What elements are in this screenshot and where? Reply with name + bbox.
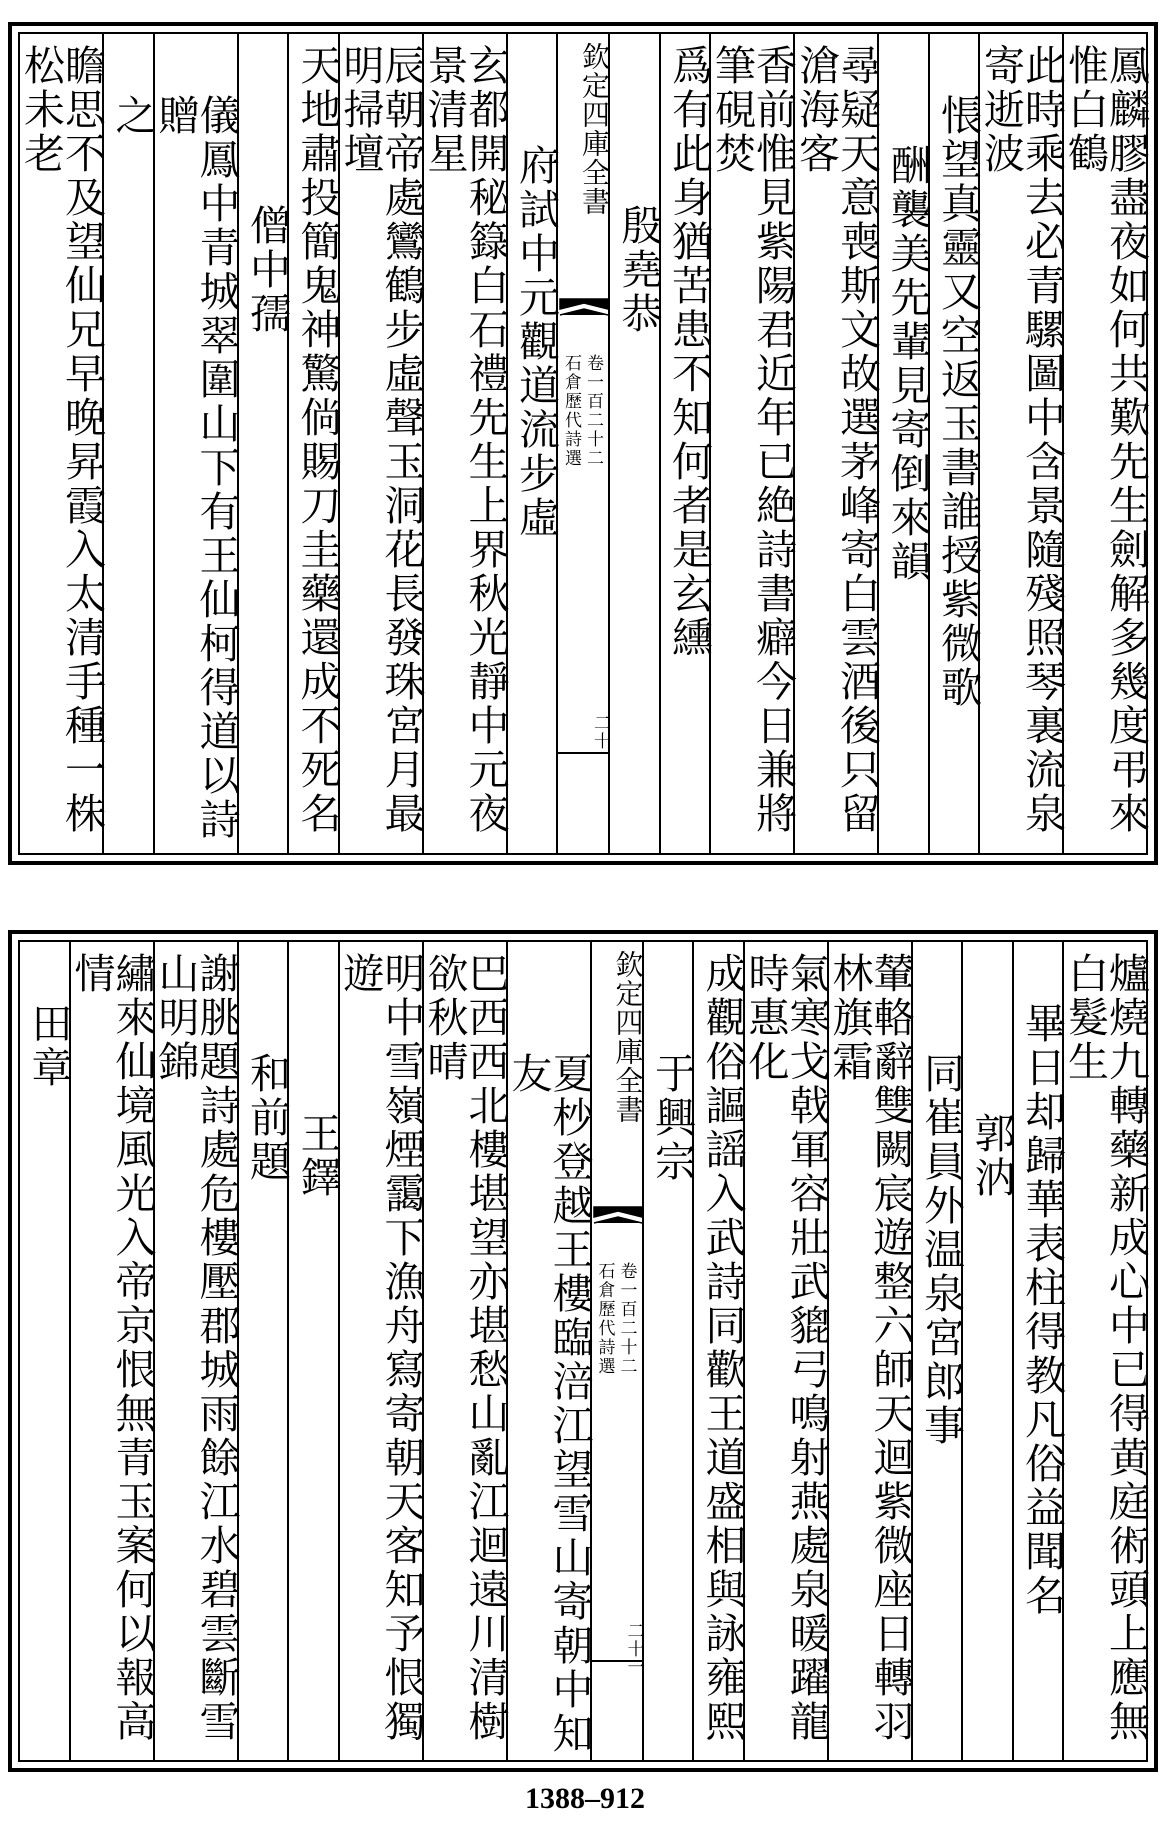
- text-column: 畢日却歸華表柱得教凡俗益聞名: [1014, 942, 1065, 1760]
- text-column: 和前題: [239, 942, 290, 1760]
- center-fold-column: [592, 942, 644, 1760]
- text-column: 同崔員外温泉宮郎事: [913, 942, 964, 1760]
- text-column: 于興宗: [644, 942, 695, 1760]
- text-column: 巴西西北樓堪望亦堪愁山亂江迴遠川清樹欲秋晴: [424, 942, 508, 1760]
- fold-rule: [558, 752, 608, 754]
- text-column: 鳳麟膠盡夜如何共歎先生劍解多幾度弔來惟白鶴: [1061, 44, 1150, 836]
- text-column: 僧中孺: [239, 34, 290, 853]
- text-column: 香前惟見紫陽君近年已絶詩書癖今日兼將筆硯焚: [711, 34, 795, 853]
- text-column: 爐燒九轉藥新成心中已得黄庭術頭上應無白髮生: [1061, 952, 1150, 1744]
- text-column: 爲有此身猶苦患不知何者是玄纁: [661, 34, 712, 853]
- text-column: 王鐸: [289, 942, 340, 1760]
- page-number-footer: 1388–912: [525, 1782, 645, 1815]
- book-title: 欽定四庫全書: [611, 950, 645, 1124]
- leaf-number: 二十一: [623, 1622, 644, 1676]
- text-column: 繡來仙境風光入帝京恨無青玉案何以報高情: [71, 942, 155, 1760]
- text-column: 成觀俗謳謡入武詩同歡王道盛相與詠雍熙: [694, 942, 745, 1760]
- text-column: 儀鳳中青城翠圍山下有王仙柯得道以詩贈: [155, 34, 239, 853]
- text-column: 府試中元觀道流步虛: [508, 34, 559, 853]
- book-name: 石倉歷代詩選: [594, 1262, 615, 1376]
- text-column: 玄都開秘籙白石禮先生上界秋光靜中元夜景清星: [424, 34, 508, 853]
- text-column: 酬襲美先輩見寄倒來韻: [879, 34, 930, 853]
- text-column: 氣寒戈戟軍容壯武貔弓鳴射燕處泉暖躍龍時惠化: [745, 942, 829, 1760]
- text-column: 此時乘去必青騾圖中含景隨殘照琴裏流泉寄逝波: [980, 34, 1064, 853]
- text-column: 謝朓題詩處危樓壓郡城雨餘江水碧雲斷雪山明錦: [155, 942, 239, 1760]
- text-column: 殷堯恭: [610, 34, 661, 853]
- column-grid: [18, 32, 1148, 855]
- text-column: 瞻思不及望仙兄早晚昇霞入太清手種一株松未老: [20, 34, 104, 853]
- page-panel-bottom: [8, 930, 1158, 1772]
- text-column: 尋疑天意喪斯文故選茅峰寄白雲酒後只留滄海客: [795, 34, 879, 853]
- fishtail-mark: [560, 299, 608, 339]
- volume-number: 卷一百二十二: [616, 1262, 637, 1376]
- text-column: 夏杪登越王樓臨涪江望雪山寄朝中知友: [508, 942, 592, 1760]
- book-name: 石倉歷代詩選: [561, 354, 581, 468]
- fold-rule: [592, 1660, 642, 1662]
- text-column: 輦輅辭雙闕宸遊整六師天迴紫微座日轉羽林旗霜: [829, 942, 913, 1760]
- leaf-number: 二十: [590, 714, 610, 750]
- book-title: 欽定四庫全書: [578, 42, 611, 216]
- text-column: 悵望真靈又空返玉書誰授紫微歌: [930, 34, 981, 853]
- column-grid: [18, 940, 1148, 1762]
- text-column: 明中雪嶺煙靄下漁舟寫寄朝天客知予恨獨遊: [340, 942, 424, 1760]
- page-panel-top: [8, 22, 1158, 865]
- text-column: 郭汭: [963, 942, 1014, 1760]
- text-column: 天地肅投簡鬼神驚倘賜刀圭藥還成不死名: [289, 34, 340, 853]
- fishtail-mark: [594, 1207, 642, 1247]
- volume-number: 卷一百二十二: [583, 354, 603, 468]
- text-column: 之: [104, 34, 155, 853]
- text-column: 田章: [20, 942, 71, 1760]
- center-fold-column: [558, 34, 610, 853]
- text-column: 辰朝帝處鸞鶴步虛聲玉洞花長發珠宮月最明掃壇: [340, 34, 424, 853]
